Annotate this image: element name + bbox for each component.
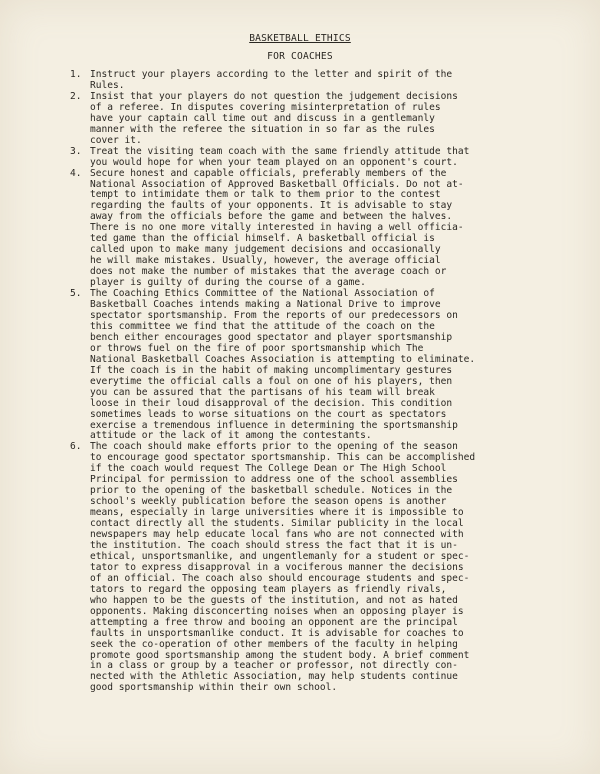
text-line: means, especially in large universities where it is impossible to — [90, 507, 464, 519]
item-number: 3. — [70, 145, 82, 157]
text-line: opponents. Making disconcerting noises when an opposing player is — [90, 605, 464, 617]
text-line: loose in their loud disapproval of the decision. This condition — [90, 397, 453, 409]
text-line: to encourage good spectator sportsmanship. This can be accomplished — [90, 452, 476, 464]
text-line: school's weekly publication before the season opens is another — [90, 496, 447, 508]
text-line: tators to regard the opposing team players as friendly rivals, — [90, 583, 447, 595]
text-line: in a class or group by a teacher or professor, not directly con- — [90, 660, 458, 672]
item-number: 4. — [70, 167, 82, 179]
text-line: Insist that your players do not question the judgement decisions — [90, 90, 458, 102]
text-line: There is no one more vitally interested in having a well officia- — [90, 222, 464, 234]
list-item — [70, 442, 525, 694]
text-line: or throws fuel on the fire of poor sportsmanship which The — [90, 342, 424, 354]
text-line: Rules. — [90, 79, 125, 91]
text-line: regarding the faults of your opponents. It is advisable to stay — [90, 200, 453, 212]
text-line: sometimes leads to worse situations on the court as spectators — [90, 408, 447, 420]
list-item — [70, 70, 525, 92]
list-item — [70, 147, 525, 169]
text-line: everytime the official calls a foul on one of his players, then — [90, 375, 453, 387]
text-line: If the coach is in the habit of making uncomplimentary gestures — [90, 364, 453, 376]
text-line: attitude or the lack of it among the contestants. — [90, 430, 372, 442]
text-line: Treat the visiting team coach with the same friendly attitude that — [90, 145, 470, 157]
text-line: Secure honest and capable officials, preferably members of the — [90, 167, 447, 179]
item-number: 6. — [70, 441, 82, 453]
text-line: bench either encourages good spectator and player sportsmanship — [90, 331, 453, 343]
text-line: you would hope for when your team played on an opponent's court. — [90, 156, 458, 168]
item-text — [90, 169, 525, 289]
item-text — [90, 289, 525, 442]
text-line: exercise a tremendous influence in determining the sportsmanship — [90, 419, 458, 431]
text-line: Principal for permission to address one of the school assemblies — [90, 474, 458, 486]
item-text — [90, 442, 525, 694]
document-title: BASKETBALL ETHICS — [249, 33, 351, 44]
text-line: good sportsmanship within their own school. — [90, 682, 338, 694]
text-line: he will make mistakes. Usually, however, the average official — [90, 255, 441, 267]
text-line: the institution. The coach should stress the fact that it is un- — [90, 539, 458, 551]
text-line: of a referee. In disputes covering misinterpretation of rules — [90, 101, 441, 113]
text-line: have your captain call time out and discuss in a gentlemanly — [90, 112, 435, 124]
text-line: prior to the opening of the basketball schedule. Notices in the — [90, 485, 453, 497]
text-line: spectator sportsmanship. From the reports of our predecessors on — [90, 309, 458, 321]
item-text — [90, 70, 525, 92]
text-line: cover it. — [90, 134, 142, 146]
item-number: 2. — [70, 90, 82, 102]
text-line: seek the co-operation of other members of the faculty in helping — [90, 638, 458, 650]
item-text — [90, 147, 525, 169]
text-line: if the coach would request The College Dean or The High School — [90, 463, 447, 475]
text-line: tator to express disapproval in a vociferous manner the decisions — [90, 561, 464, 573]
text-line: attempting a free throw and booing an opponent are the principal — [90, 616, 458, 628]
text-line: this committee we find that the attitude of the coach on the — [90, 320, 435, 332]
text-line: player is guilty of during the course of a game. — [90, 277, 366, 289]
text-line: Basketball Coaches intends making a National Drive to improve — [90, 299, 441, 311]
text-line: does not make the number of mistakes that the average coach or — [90, 266, 447, 278]
text-line: The Coaching Ethics Committee of the National Association of — [90, 288, 435, 300]
text-line: nected with the Athletic Association, may help students continue — [90, 671, 458, 683]
text-line: ethical, unsportsmanlike, and ungentlemanly for a student or spec- — [90, 550, 470, 562]
text-line: Instruct your players according to the letter and spirit of the — [90, 69, 453, 80]
text-line: The coach should make efforts prior to the opening of the season — [90, 441, 458, 453]
text-line: manner with the referee the situation in so far as the rules — [90, 123, 435, 135]
item-number: 1. — [70, 69, 82, 80]
list-item — [70, 92, 525, 147]
text-line: ted game than the official himself. A basketball official is — [90, 233, 435, 245]
list-item — [70, 289, 525, 442]
text-line: who happen to be the guests of the institution, and not as hated — [90, 594, 458, 606]
document-subtitle: FOR COACHES — [267, 51, 333, 62]
ethics-list — [70, 70, 525, 694]
text-line: tempt to intimidate them or talk to them prior to the contest — [90, 189, 441, 201]
text-line: contact directly all the students. Similar publicity in the local — [90, 518, 464, 530]
text-line: newspapers may help educate local fans who are not connected with — [90, 529, 464, 541]
text-line: National Association of Approved Basketball Officials. Do not at- — [90, 178, 464, 190]
item-number: 5. — [70, 288, 82, 300]
text-line: away from the officials before the game and between the halves. — [90, 211, 453, 223]
item-text — [90, 92, 525, 147]
text-line: National Basketball Coaches Association is attempting to eliminate. — [90, 353, 476, 365]
list-item — [70, 169, 525, 289]
text-line: faults in unsportsmanlike conduct. It is advisable for coaches to — [90, 627, 464, 639]
text-line: called upon to make many judgement decisions and occasionally — [90, 244, 441, 256]
text-line: promote good sportsmanship among the student body. A brief comment — [90, 649, 470, 661]
text-line: you can be assured that the partisans of his team will break — [90, 386, 435, 398]
text-line: of an official. The coach also should encourage students and spec- — [90, 572, 470, 584]
